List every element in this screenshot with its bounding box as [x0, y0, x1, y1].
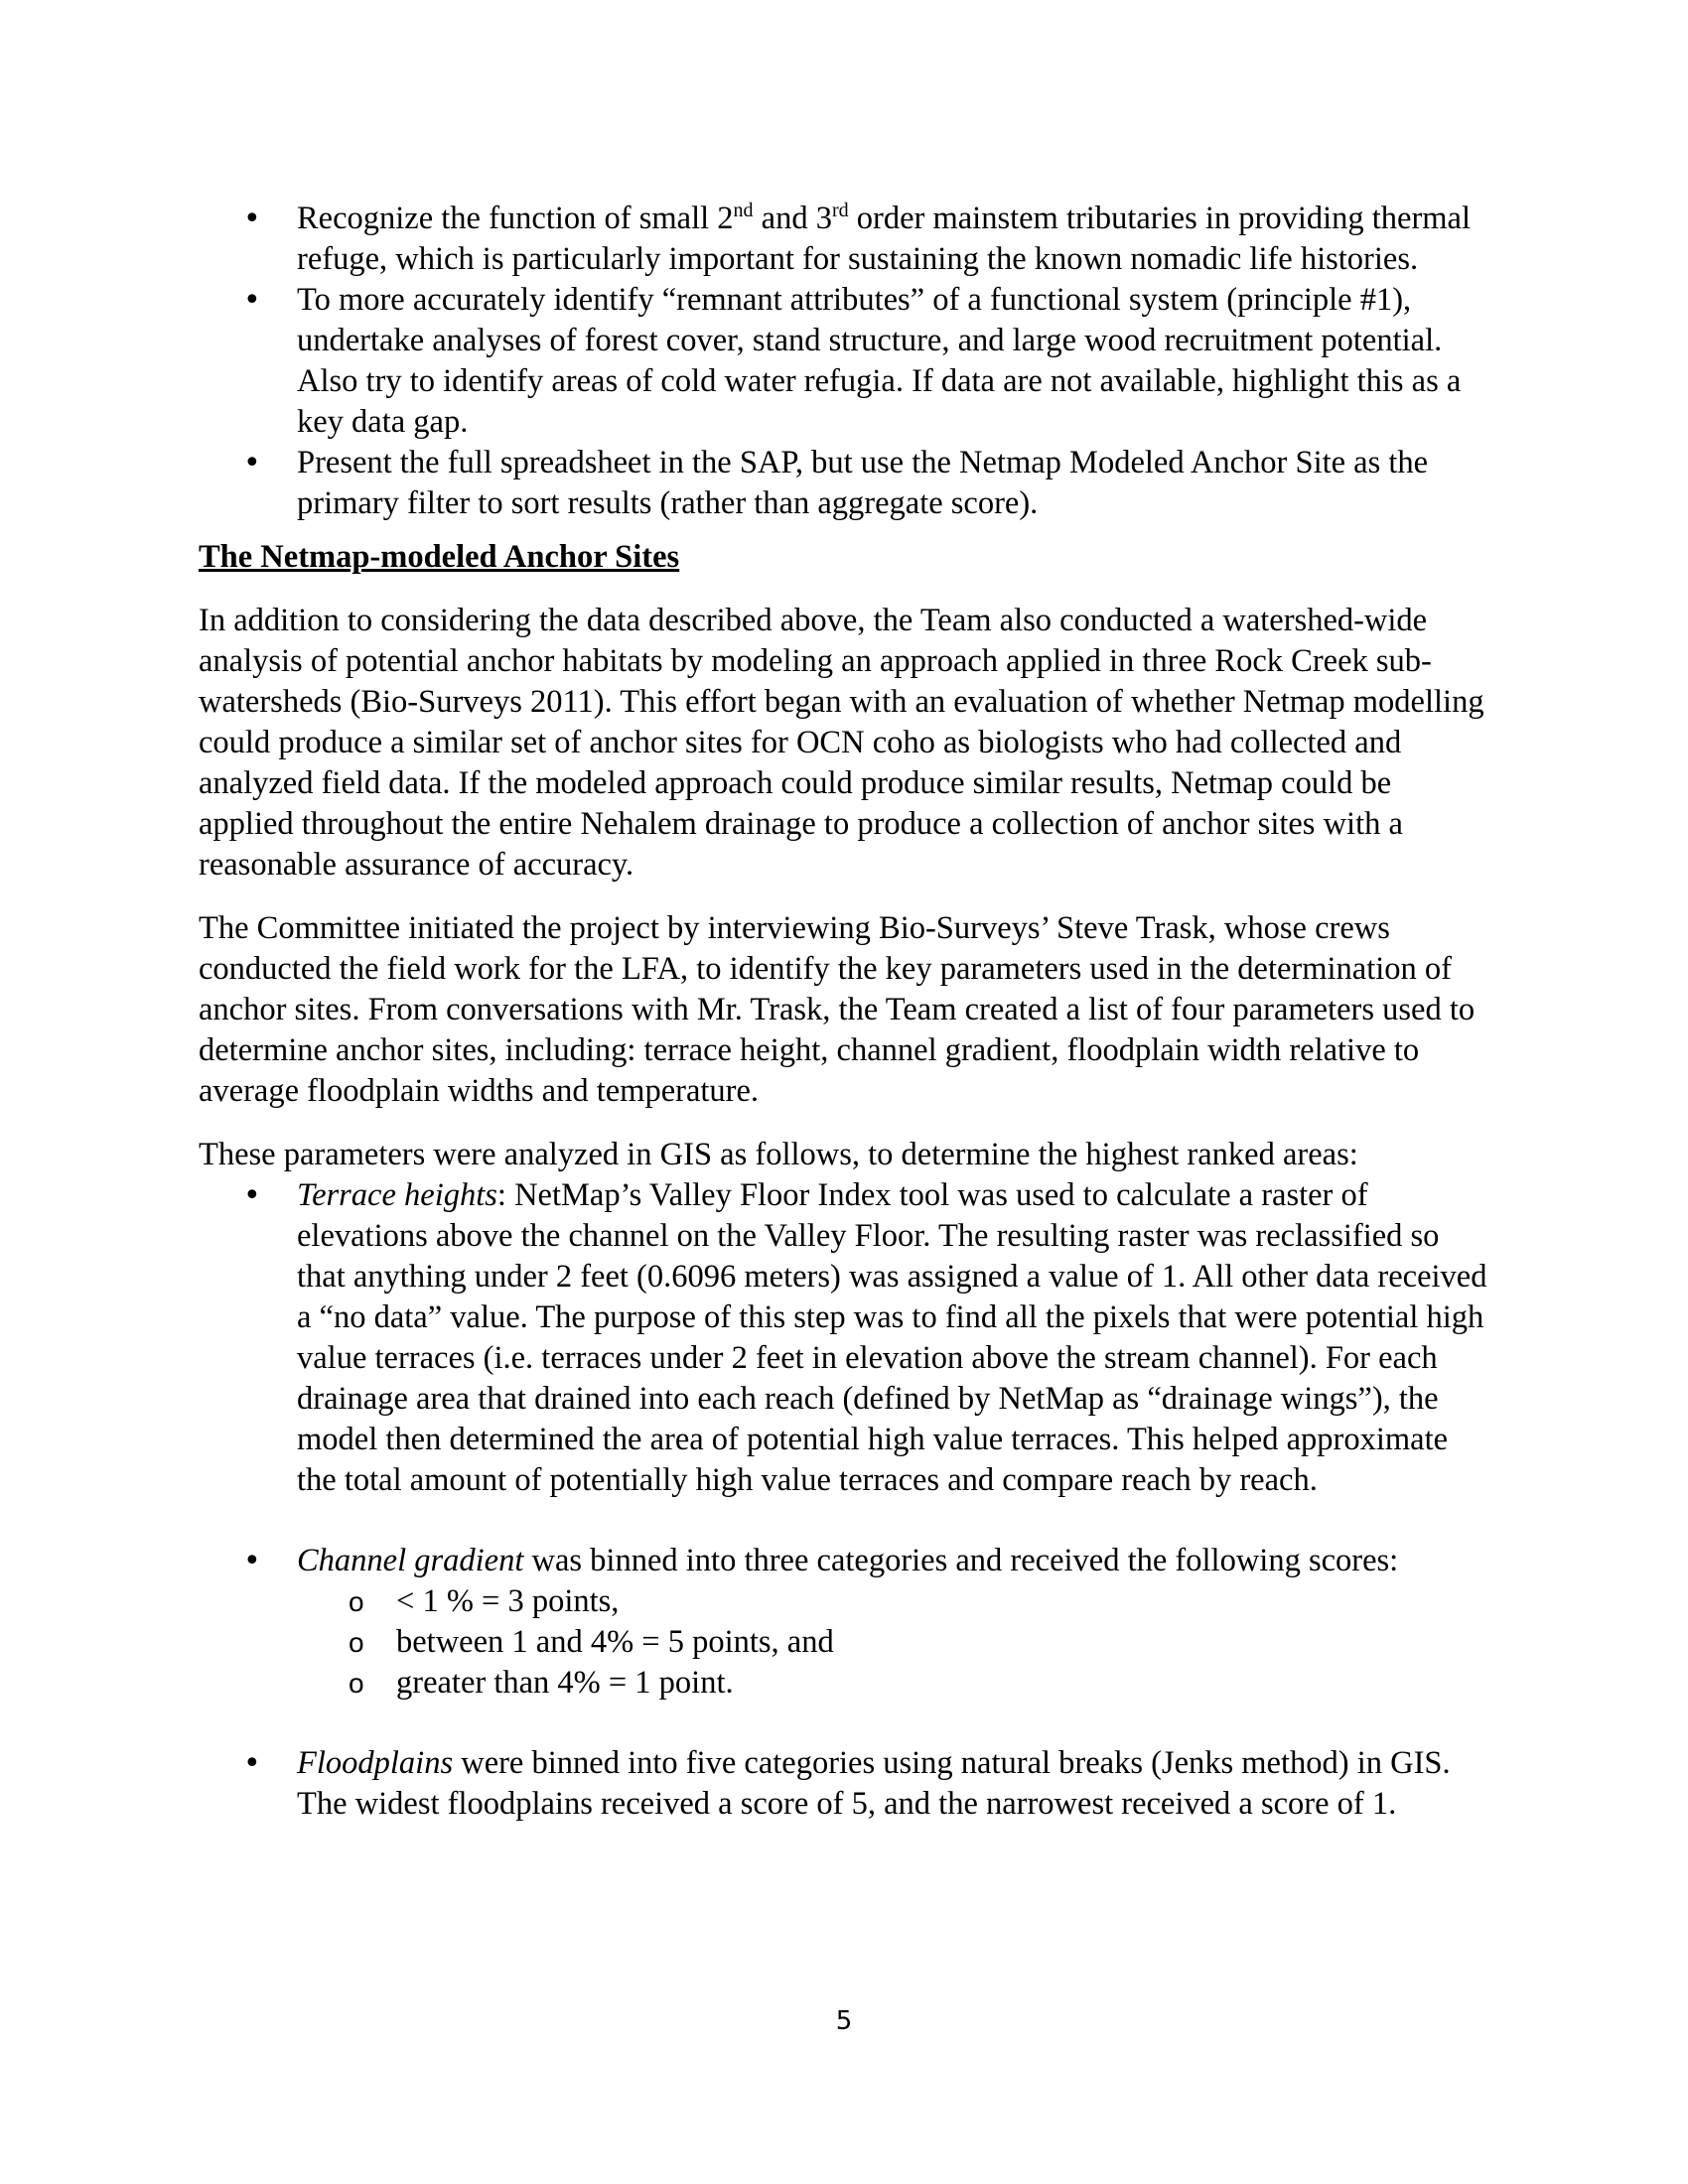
sub-list-item: o between 1 and 4% = 5 points, and — [297, 1622, 1489, 1663]
bullet-text: and 3 — [753, 201, 832, 236]
list-item — [199, 1743, 1489, 1825]
parameter-description: were binned into five categories using natural breaks (Jenks method) in GIS. The widest floodplains received a score of 5, and the narrowest received a score of 1. — [297, 1745, 1451, 1822]
page-content — [199, 199, 1489, 1825]
parameter-description: : NetMap’s Valley Floor Index tool was used to calculate a raster of elevations above the channel on the Valley Floor. The resulting raster was reclassified so that anything under 2 feet (0.6096 meters) was assigned a value of 1. All other data received a “no data” value. The purpose of this step was to find all the pixels that were potential high value terraces (i.e. terraces under 2 feet in elevation above the stream channel). For each drainage area that drained into each reach (defined by NetMap as “drainage wings”), the model then determined the area of potential high value terraces. This helped approximate the total amount of potentially high value terraces and compare reach by reach. — [297, 1177, 1487, 1498]
list-item — [199, 1175, 1489, 1501]
body-paragraph: These parameters were analyzed in GIS as follows, to determine the highest ranked areas: — [199, 1137, 1358, 1172]
sub-list-item: o greater than 4% = 1 point. — [297, 1663, 1489, 1704]
page-number: 5 — [835, 2006, 853, 2036]
parameters-list — [199, 1175, 1489, 1825]
gradient-scores-list — [297, 1581, 1489, 1704]
recommendations-list — [199, 199, 1489, 524]
parameter-term: Terrace heights — [297, 1177, 497, 1213]
bullet-text: order mainstem tributaries in providing thermal refuge, which is particularly important for sustaining the known nomadic life histories. — [297, 201, 1472, 277]
list-item — [199, 280, 1489, 443]
bullet-text: Recognize the function of small 2 — [297, 201, 734, 236]
list-item — [199, 1541, 1489, 1704]
parameter-description: was binned into three categories and received the following scores: — [523, 1543, 1399, 1578]
ordinal-suffix: nd — [733, 200, 754, 222]
list-item — [199, 199, 1489, 280]
body-paragraph: The Committee initiated the project by interviewing Bio-Surveys’ Steve Trask, whose crews conducted the field work for the LFA, to identify the key parameters used in the determination of anchor sites. From conversations with Mr. Trask, the Team created a list of four parameters used to determine anchor sites, including: terrace height, channel gradient, floodplain width relative to average floodplain widths and temperature. — [199, 910, 1476, 1109]
bullet-text: Present the full spreadsheet in the SAP, but use the Netmap Modeled Anchor Site as the primary filter to sort results (rather than aggregate score). — [297, 445, 1429, 521]
parameter-term: Floodplains — [297, 1745, 454, 1781]
parameter-term: Channel gradient — [297, 1543, 524, 1578]
ordinal-suffix: rd — [831, 200, 849, 222]
section-heading: The Netmap-modeled Anchor Sites — [199, 539, 680, 575]
bullet-text: To more accurately identify “remnant attributes” of a functional system (principle #1), undertake analyses of forest cover, stand structure, and large wood recruitment potential. Also try to identify areas of cold water refugia. If data are not available, highlight this as a key data gap. — [297, 282, 1462, 440]
body-paragraph: In addition to considering the data described above, the Team also conducted a watershed-wide analysis of potential anchor habitats by modeling an approach applied in three Rock Creek sub-watersheds (Bio-Surveys 2011). This effort began with an evaluation of whether Netmap modelling could produce a similar set of anchor sites for OCN coho as biologists who had collected and analyzed field data. If the modeled approach could produce similar results, Netmap could be applied throughout the entire Nehalem drainage to produce a collection of anchor sites with a reasonable assurance of accuracy. — [199, 603, 1484, 883]
sub-list-item: o < 1 % = 3 points, — [297, 1581, 1489, 1622]
list-item — [199, 443, 1489, 524]
